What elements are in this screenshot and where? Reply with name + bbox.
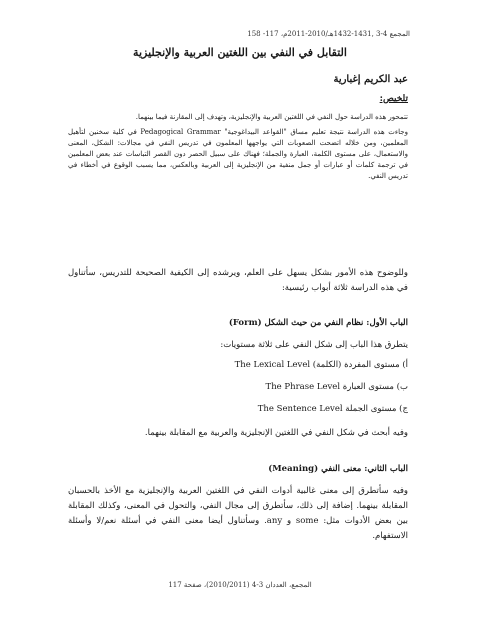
level-item: ج) مستوى الجملة The Sentence Level xyxy=(257,404,408,414)
article-title: التقابل في النفي بين اللغتين العربية والإنجليزية xyxy=(133,46,347,59)
level-item: ب) مستوى العبارة The Phrase Level xyxy=(265,382,408,392)
abstract-body xyxy=(68,112,408,186)
abstract-heading: تلخيص: xyxy=(379,94,408,104)
section-closing: وفيه أبحث في شكل النفي في اللغتين الإنجليزية والعربية مع المقابلة بينهما. xyxy=(144,428,408,438)
section-body: وفيه سأتطرق إلى معنى غالبية أدوات النفي في اللغتين العربية والإنجليزية مع الأخذ بالحسبان المقابلة بينهما. إضافة إلى ذلك، سأتطرق إلى مجال النفي، والتحول في المعنى، وكذلك المقابلة بين بعض الأدوات مثل: some و any. وسأتناول أيضا معنى النفي في أسئلة نعم/لا وأسئلة الاستفهام. xyxy=(68,486,408,541)
intro-paragraph: وللوضوح هذه الأمور بشكل يسهل على العلم، ويرشده إلى الكيفية الصحيحة للتدريس، سأتناول في هذه الدراسة ثلاثة أبواب رئيسية: xyxy=(68,268,408,293)
section-heading: الباب الثاني: معنى النفي (Meaning) xyxy=(268,464,408,474)
running-header: المجمع 4-3 ,1431-1432هـ/2010-2011م، 117- 158 xyxy=(247,30,410,38)
page-footer: المجمع، العددان 3-4 (2010/2011)، صفحة 117 xyxy=(168,581,312,589)
section-lead: يتطرق هذا الباب إلى شكل النفي على ثلاثة مستويات: xyxy=(220,340,408,350)
section-heading: الباب الأول: نظام النفي من حيث الشكل (Form) xyxy=(228,318,408,328)
level-item: أ) مستوى المفردة (الكلمة) The Lexical Level xyxy=(234,360,408,370)
abstract-paragraph: وجاءت هذه الدراسة نتيجة تعليم مساق "القواعد البيداغوجية" Pedagogical Grammar في كلية سخنين لتأهيل المعلمين، ومن خلاله اتضحت الصعوبات التي يواجهها المعلمون في تدريس النفي في مجالات: الشكل، المعنى والاستعمال، على مستوى الكلمة، العبارة والجملة؛ فهناك على سبيل الحصر دون القصر التباسات عند بعض المعلمين في ترجمة كلمات أو عبارات أو جمل منفية من الإنجليزية إلى العربية وبالعكس، مما يسبب الوقوع في أخطاء في تدريس النفي. xyxy=(68,128,408,180)
abstract-paragraph: تتمحور هذه الدراسة حول النفي في اللغتين العربية والإنجليزية، وتهدف إلى المقارنة فيما بينهما. xyxy=(135,113,408,121)
author-name: عبد الكريم إغبارية xyxy=(333,74,408,85)
